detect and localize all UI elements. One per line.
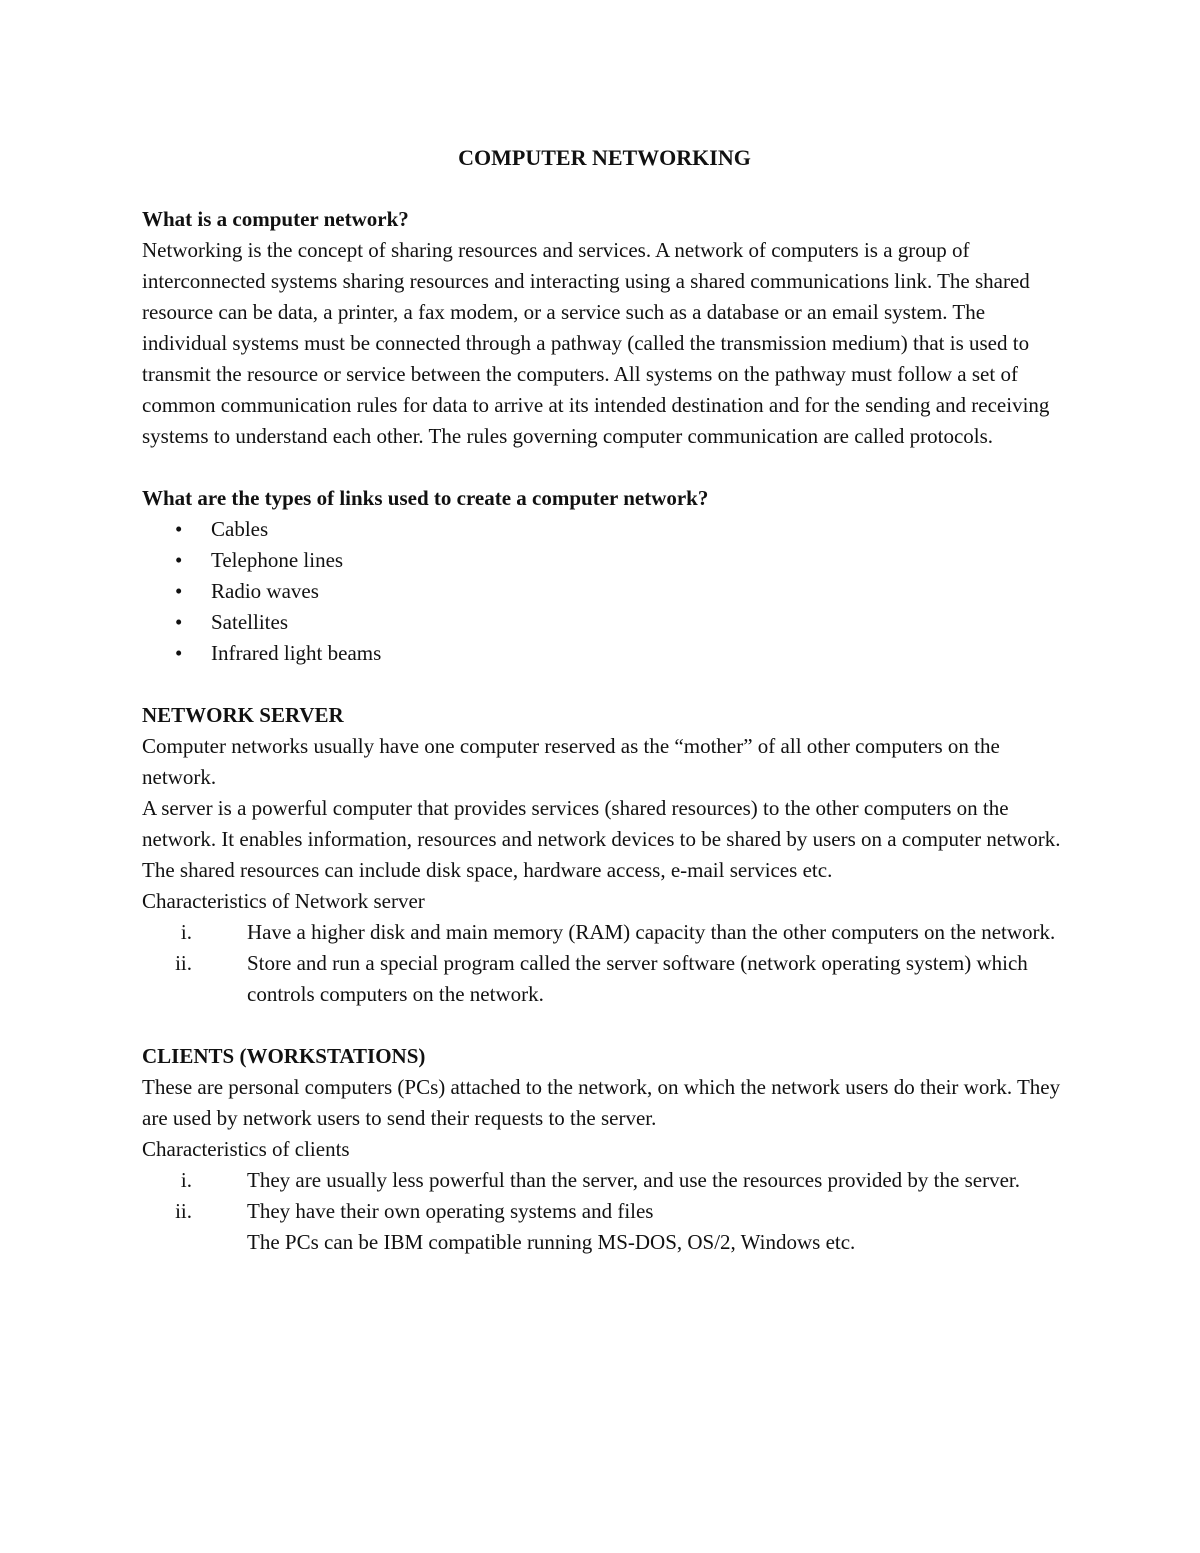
list-item [142,948,1067,1010]
list-item-text: Radio waves [211,579,319,603]
document-title: COMPUTER NETWORKING [458,145,751,170]
section-paragraph: A server is a powerful computer that provides services (shared resources) to the other computers on the network. It enables information, resources and network devices to be shared by users on a computer network. The shared resources can include disk space, hardware access, e-mail services etc. [142,796,1061,882]
characteristics-label: Characteristics of Network server [142,889,425,913]
bullet-icon: • [175,579,183,603]
section-network-server [142,700,1067,1010]
list-item-text: Store and run a special program called the server software (network operating system) which controls computers on the network. [247,951,1028,1006]
list-item-text: They have their own operating systems and files [247,1199,654,1223]
list-item [142,638,1067,669]
list-item [142,607,1067,638]
section-what-is-network [142,204,1067,452]
list-item-text: Infrared light beams [211,641,382,665]
list-item [142,545,1067,576]
section-heading: What is a computer network? [142,207,409,231]
section-heading: What are the types of links used to create a computer network? [142,486,709,510]
list-item-number: i. [180,920,192,944]
link-types-list [142,514,1067,669]
section-heading: CLIENTS (WORKSTATIONS) [142,1044,426,1068]
bullet-icon: • [175,641,183,665]
section-paragraph: These are personal computers (PCs) attached to the network, on which the network users do their work. They are used by network users to send their requests to the server. [142,1075,1061,1130]
list-item [142,917,1067,948]
client-characteristics-list [142,1165,1067,1227]
list-item-text: They are usually less powerful than the server, and use the resources provided by the server. [247,1168,1020,1192]
list-item-number: i. [180,1168,192,1192]
server-characteristics-list [142,917,1067,1010]
list-item [142,1165,1067,1196]
list-item-text: Satellites [211,610,288,634]
bullet-icon: • [175,517,183,541]
list-item-number: ii. [175,1199,192,1223]
section-heading: NETWORK SERVER [142,703,344,727]
bullet-icon: • [175,610,183,634]
bullet-icon: • [175,548,183,572]
section-clients [142,1041,1067,1258]
list-item [142,576,1067,607]
list-item-text: Have a higher disk and main memory (RAM) capacity than the other computers on the network. [247,920,1056,944]
list-item-text: Cables [211,517,269,541]
list-item [142,514,1067,545]
characteristics-label: Characteristics of clients [142,1137,350,1161]
list-item-text: Telephone lines [211,548,344,572]
list-item-number: ii. [175,951,192,975]
client-extra-line: The PCs can be IBM compatible running MS-DOS, OS/2, Windows etc. [247,1230,856,1254]
section-link-types [142,483,1067,669]
section-body: Networking is the concept of sharing resources and services. A network of computers is a group of interconnected systems sharing resources and interacting using a shared communications link. The shared resource can be data, a printer, a fax modem, or a service such as a database or an email system. The individual systems must be connected through a pathway (called the transmission medium) that is used to transmit the resource or service between the computers. All systems on the pathway must follow a set of common communication rules for data to arrive at its intended destination and for the sending and receiving systems to understand each other. The rules governing computer communication are called protocols. [142,238,1050,448]
section-paragraph: Computer networks usually have one computer reserved as the “mother” of all other computers on the network. [142,734,1000,789]
list-item [142,1196,1067,1227]
document-page [142,142,1067,1258]
